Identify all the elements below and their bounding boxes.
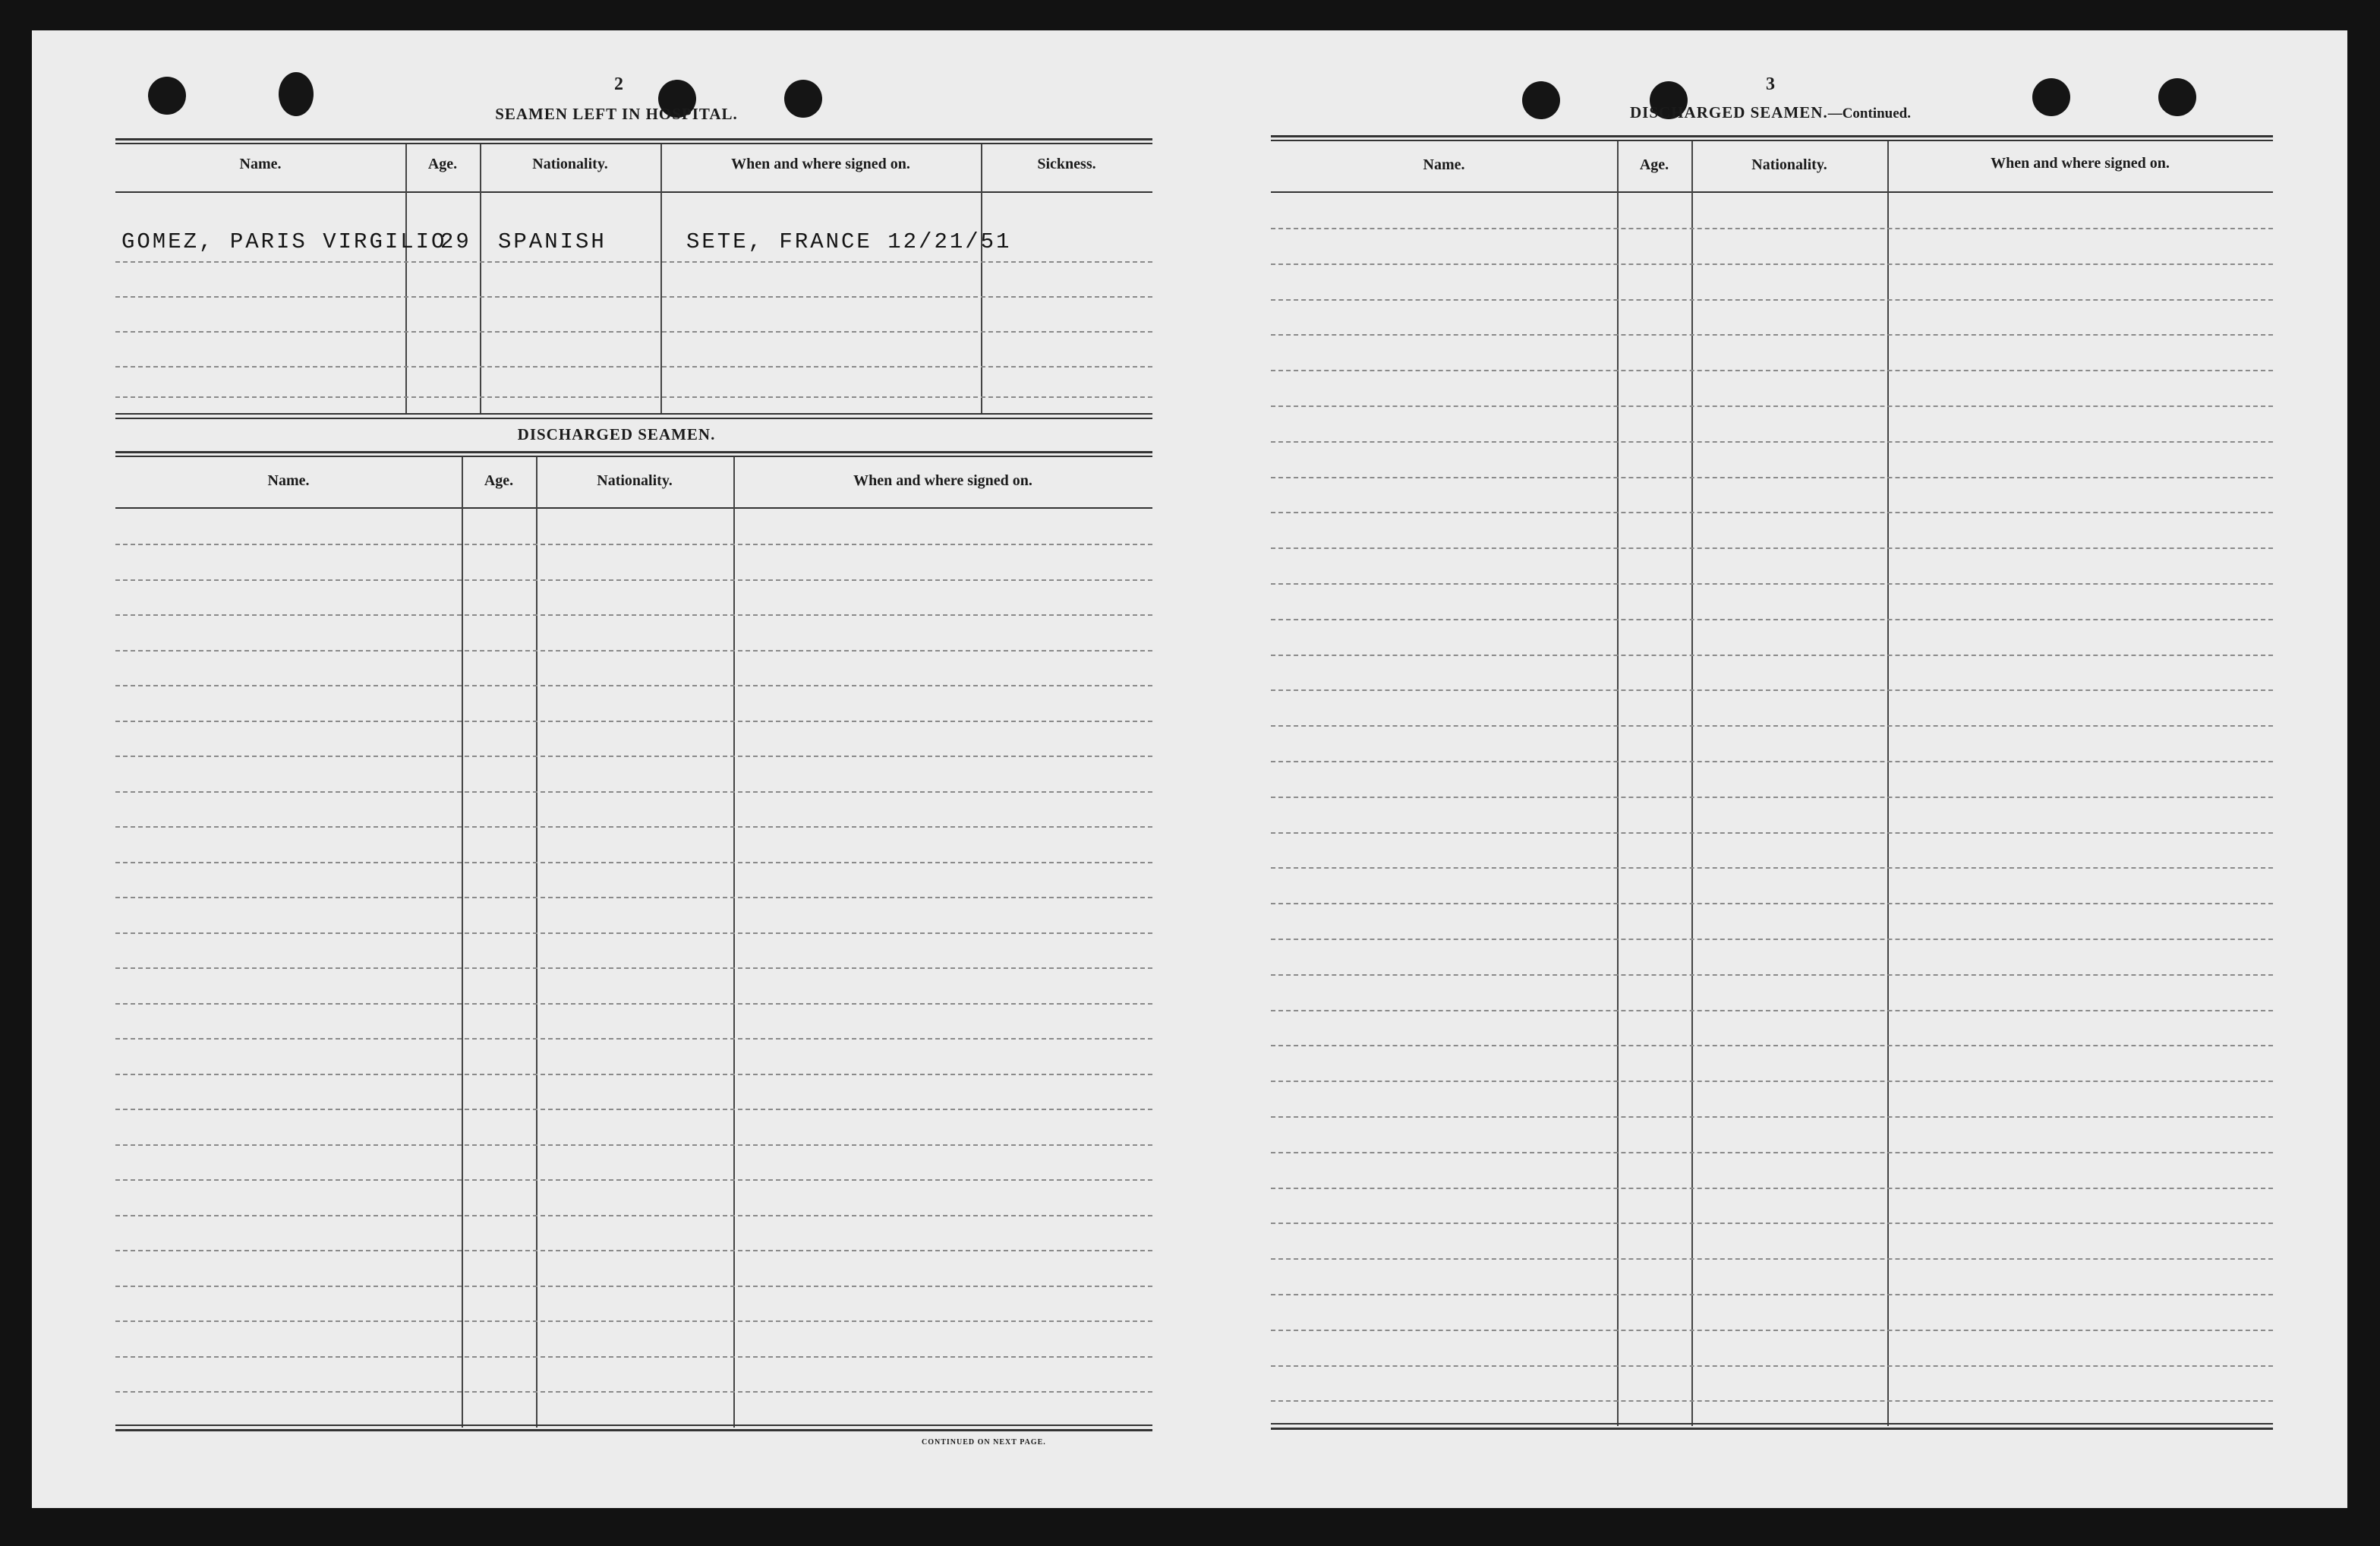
row-line: [1271, 903, 2273, 904]
punch-hole: [2032, 78, 2070, 116]
row-line: [1271, 619, 2273, 620]
row-line: [1271, 1188, 2273, 1189]
discharged-continued-title: [1630, 103, 1911, 122]
row-line: [1271, 334, 2273, 336]
row-line: [115, 1356, 1152, 1358]
seaman-signed-on: SETE, FRANCE 12/21/51: [686, 229, 1012, 254]
row-line: [115, 1144, 1152, 1146]
row-line: [1271, 939, 2273, 940]
page-number: 2: [614, 74, 623, 94]
row-line: [115, 1391, 1152, 1393]
row-line: [115, 1038, 1152, 1040]
row-line: [1271, 512, 2273, 513]
table-top-rule: [1271, 135, 2273, 137]
row-line: [1271, 1152, 2273, 1153]
punch-hole: [279, 72, 314, 116]
row-line: [115, 1215, 1152, 1216]
row-line: [115, 897, 1152, 898]
seaman-nationality: SPANISH: [498, 229, 607, 254]
row-line: [1271, 1258, 2273, 1260]
row-line: [1271, 370, 2273, 371]
hospital-section-title: SEAMEN LEFT IN HOSPITAL.: [495, 105, 738, 123]
row-line: [115, 1320, 1152, 1322]
column-header-sickness: Sickness.: [1037, 156, 1096, 172]
row-line: [1271, 1365, 2273, 1367]
row-line: [115, 862, 1152, 863]
row-line: [115, 685, 1152, 686]
section-rule: [115, 418, 1152, 419]
row-line: [1271, 405, 2273, 407]
continued-footer: CONTINUED ON NEXT PAGE.: [922, 1438, 1046, 1447]
page-number: 3: [1766, 74, 1775, 94]
row-line: [115, 721, 1152, 722]
column-header-name: Name.: [239, 156, 282, 172]
row-line: [1271, 1223, 2273, 1224]
punch-hole: [2158, 78, 2196, 116]
row-line: [1271, 832, 2273, 834]
section-title-suffix: —Continued.: [1827, 106, 1911, 121]
table-top-rule: [115, 456, 1152, 457]
column-header-signed-on: When and where signed on.: [853, 472, 1032, 489]
row-line: [1271, 689, 2273, 691]
column-header-name: Name.: [267, 472, 310, 489]
row-line: [115, 826, 1152, 828]
row-line: [115, 1179, 1152, 1181]
row-line: [115, 579, 1152, 581]
seaman-age: 29: [440, 229, 471, 254]
punch-hole: [784, 80, 822, 118]
row-line: [115, 614, 1152, 616]
row-line: [1271, 1400, 2273, 1402]
table-bottom-rule: [1271, 1423, 2273, 1425]
row-line: [115, 756, 1152, 757]
row-line: [1271, 1116, 2273, 1118]
hospital-row-lines: [115, 191, 1152, 412]
discharged-row-lines: [1271, 193, 2273, 1423]
table-bottom-rule: [115, 1429, 1152, 1431]
row-line: [1271, 797, 2273, 798]
row-line: [1271, 1330, 2273, 1331]
row-line: [1271, 1081, 2273, 1082]
row-line: [1271, 725, 2273, 727]
table-top-rule: [1271, 140, 2273, 141]
row-line: [115, 1003, 1152, 1005]
row-line: [115, 791, 1152, 793]
column-header-age: Age.: [484, 472, 514, 489]
punch-hole: [1522, 81, 1560, 119]
table-top-rule: [115, 138, 1152, 140]
table-bottom-rule: [115, 1425, 1152, 1426]
column-header-nationality: Nationality.: [1751, 156, 1827, 173]
form-sheet: [32, 30, 2347, 1508]
column-header-age: Age.: [1639, 156, 1669, 173]
row-line: [1271, 477, 2273, 478]
row-line: [115, 1109, 1152, 1110]
row-line: [1271, 1010, 2273, 1011]
row-line: [115, 1250, 1152, 1251]
row-line: [115, 544, 1152, 545]
row-line: [115, 1074, 1152, 1075]
column-header-nationality: Nationality.: [532, 156, 608, 172]
row-line: [115, 1286, 1152, 1287]
row-line: [115, 650, 1152, 652]
column-header-nationality: Nationality.: [597, 472, 673, 489]
row-line: [1271, 441, 2273, 443]
row-line: [1271, 299, 2273, 301]
row-line: [1271, 867, 2273, 869]
row-line: [1271, 263, 2273, 265]
row-line: [1271, 761, 2273, 762]
discharged-section-title: DISCHARGED SEAMEN.: [517, 425, 716, 443]
table-top-rule: [115, 143, 1152, 144]
row-line: [1271, 1294, 2273, 1295]
table-top-rule: [115, 451, 1152, 453]
row-line: [1271, 583, 2273, 585]
row-line: [1271, 228, 2273, 229]
row-line: [115, 932, 1152, 934]
column-header-signed-on: When and where signed on.: [731, 156, 910, 172]
row-line: [1271, 547, 2273, 549]
section-title-text: DISCHARGED SEAMEN.: [1630, 103, 1828, 121]
column-header-signed-on: When and where signed on.: [1991, 155, 2170, 172]
table-bottom-rule: [1271, 1428, 2273, 1430]
row-line: [1271, 974, 2273, 976]
column-header-age: Age.: [427, 156, 458, 172]
row-line: [115, 967, 1152, 969]
row-line: [1271, 1045, 2273, 1046]
section-rule: [115, 413, 1152, 415]
punch-hole: [148, 77, 186, 115]
seaman-name: GOMEZ, PARIS VIRGILIO: [121, 229, 447, 254]
row-line: [1271, 655, 2273, 656]
discharged-row-lines: [115, 509, 1152, 1428]
column-header-name: Name.: [1423, 156, 1465, 173]
